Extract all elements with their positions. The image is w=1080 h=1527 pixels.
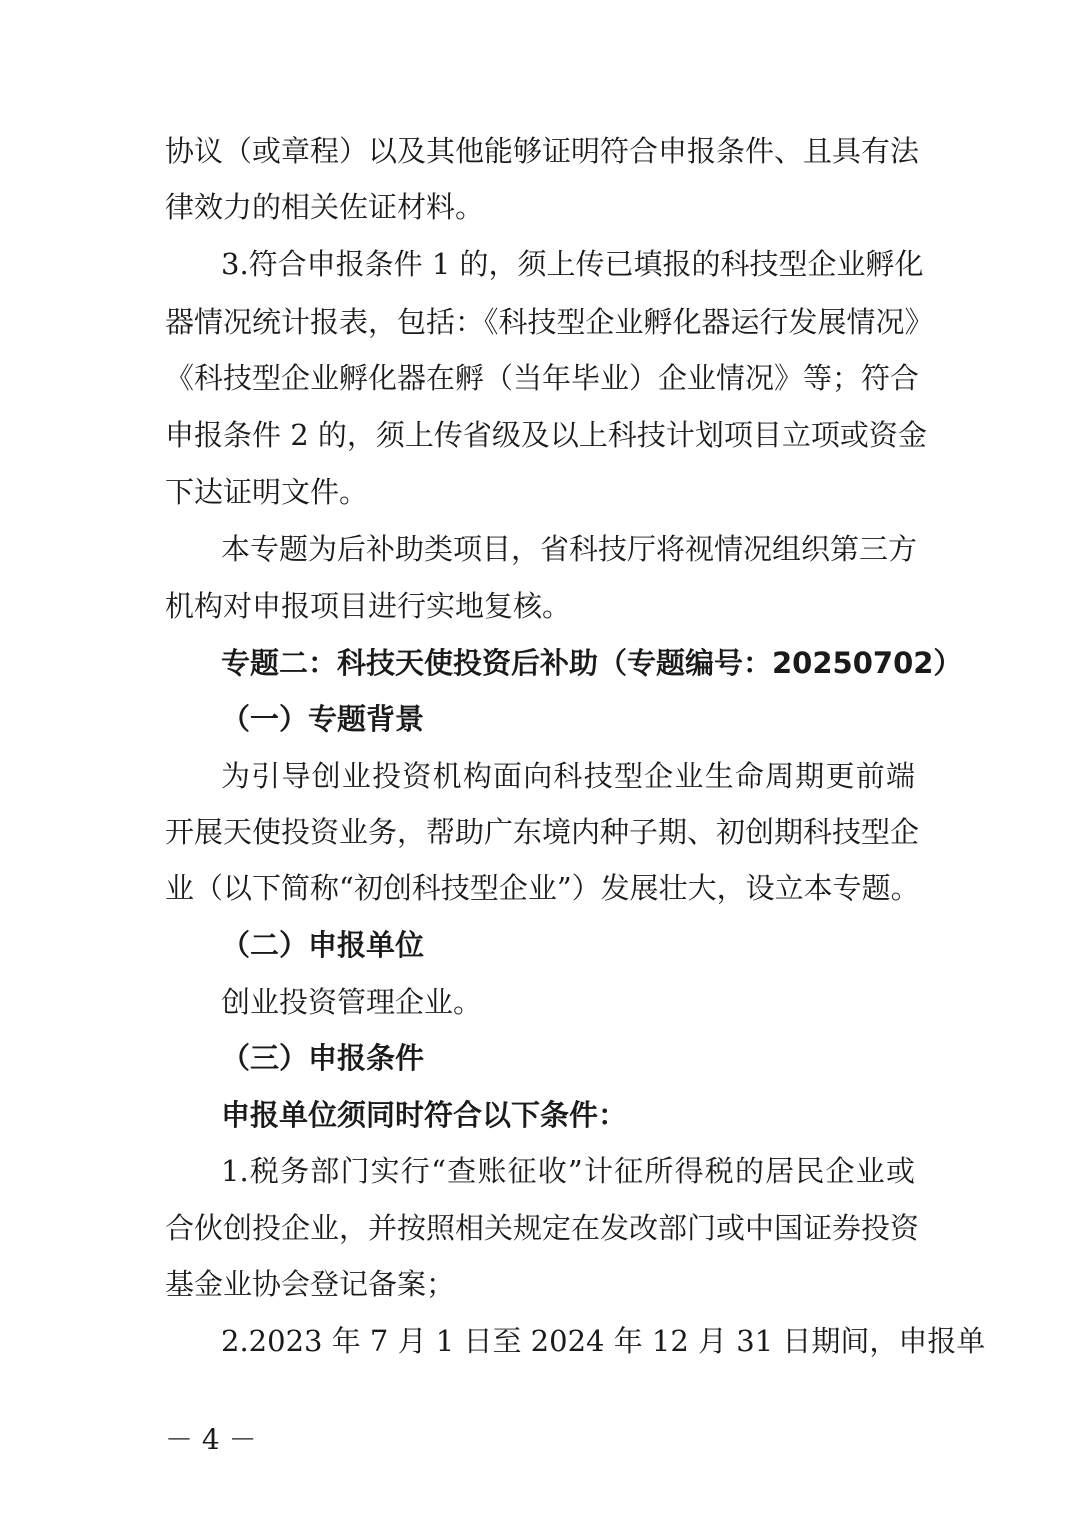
body-text-line: 2.2023 年 7 月 1 日至 2024 年 12 月 31 日期间，申报单 (221, 1324, 986, 1358)
body-text-line: 基金业协会登记备案； (165, 1267, 456, 1301)
body-text-line: 1.税务部门实行“查账征收”计征所得税的居民企业或 (221, 1154, 915, 1188)
subsection-heading: （二）申报单位 (221, 928, 425, 962)
body-text-line: 3.符合申报条件 1 的，须上传已填报的科技型企业孵化 (221, 247, 924, 281)
body-text-line: 开展天使投资业务，帮助广东境内种子期、初创期科技型企 (165, 815, 920, 849)
body-text-line: 为引导创业投资机构面向科技型企业生命周期更前端 (221, 759, 915, 793)
body-text-line: 本专题为后补助类项目，省科技厅将视情况组织第三方 (221, 532, 918, 566)
body-text-line: 协议（或章程）以及其他能够证明符合申报条件、且具有法 (165, 134, 920, 168)
body-text-line: 合伙创投企业，并按照相关规定在发改部门或中国证券投资 (165, 1211, 920, 1245)
body-text-line: 机构对申报项目进行实地复核。 (165, 589, 572, 623)
conditions-intro: 申报单位须同时符合以下条件： (221, 1098, 628, 1132)
section-title: 专题二：科技天使投资后补助（专题编号：20250702） (221, 646, 963, 680)
body-text-line: 创业投资管理企业。 (221, 985, 483, 1019)
body-text-line: 律效力的相关佐证材料。 (165, 190, 485, 224)
body-text-line: 《科技型企业孵化器在孵（当年毕业）企业情况》等；符合 (165, 361, 920, 395)
body-text-line: 业（以下简称“初创科技型企业”）发展壮大，设立本专题。 (165, 871, 920, 905)
subsection-heading: （一）专题背景 (221, 702, 425, 736)
page-number: － 4 － (165, 1423, 257, 1456)
body-text-line: 器情况统计报表，包括：《科技型企业孵化器运行发展情况》 (165, 305, 934, 339)
body-text-line: 申报条件 2 的，须上传省级及以上科技计划项目立项或资金 (165, 418, 927, 452)
body-text-line: 下达证明文件。 (165, 475, 369, 509)
subsection-heading: （三）申报条件 (221, 1041, 425, 1075)
